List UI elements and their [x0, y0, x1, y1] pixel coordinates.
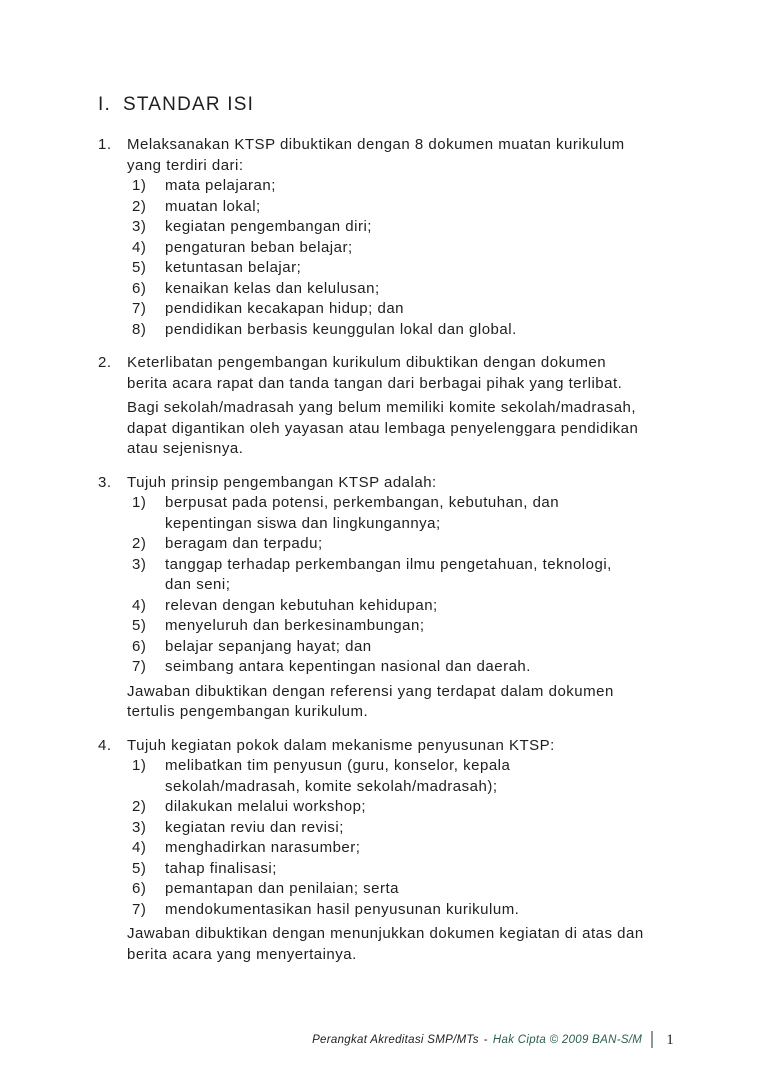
item-note: Bagi sekolah/madrasah yang belum memiliki komite sekolah/madrasah, dapat digantikan oleh yayasan atau lembaga penyelenggara pendidikan atau sejenisnya.	[127, 399, 639, 457]
item-lead-text: Keterlibatan pengembangan kurikulum dibuktikan dengan dokumen berita acara rapat dan tanda tangan dari berbagai pihak yang terlibat.	[127, 354, 623, 392]
items-container	[98, 135, 698, 965]
subitem-text: tahap finalisasi;	[165, 859, 277, 877]
subitem-number: 3)	[132, 218, 147, 235]
subitem-text: pemantapan dan penilaian; serta	[165, 880, 399, 897]
footer-separator-dash: -	[483, 1033, 488, 1046]
subitem-number: 5)	[132, 259, 147, 276]
subitem-row	[132, 797, 698, 818]
subitem-number: 8)	[132, 320, 147, 338]
subitem-row	[132, 859, 698, 880]
subitem-text: relevan dengan kebutuhan kehidupan;	[165, 596, 438, 614]
numbered-item	[98, 353, 698, 460]
subitem-number: 1)	[132, 494, 147, 511]
subitem-number: 1)	[132, 757, 147, 774]
subitem-row	[132, 279, 698, 300]
subitem-text: muatan lokal;	[165, 197, 261, 215]
subitem-text: berpusat pada potensi, perkembangan, kebutuhan, dan kepentingan siswa dan lingkungannya;	[165, 494, 560, 532]
subitem-text: mendokumentasikan hasil penyusunan kurikulum.	[165, 900, 520, 918]
item-lead-row	[98, 473, 698, 494]
subitem-row	[132, 818, 698, 839]
subitem-row	[132, 258, 698, 279]
numbered-item	[98, 473, 698, 723]
item-lead-text: Tujuh kegiatan pokok dalam mekanisme penyusunan KTSP:	[127, 736, 555, 754]
footer-document-title: Perangkat Akreditasi SMP/MTs	[312, 1033, 479, 1046]
subitem-text: beragam dan terpadu;	[165, 535, 323, 552]
item-lead-text: Melaksanakan KTSP dibuktikan dengan 8 dokumen muatan kurikulum yang terdiri dari:	[127, 136, 625, 174]
subitem-row	[132, 238, 698, 259]
numbered-item	[98, 135, 698, 340]
section-numeral: I.	[98, 94, 111, 115]
footer-copyright: Hak Cipta © 2009 BAN-S/M	[492, 1033, 643, 1046]
subitem-text: dilakukan melalui workshop;	[165, 798, 367, 815]
subitem-text: menghadirkan narasumber;	[165, 839, 361, 856]
subitem-number: 4)	[132, 839, 147, 856]
subitem-row	[132, 197, 698, 218]
subitem-number: 3)	[132, 555, 147, 573]
subitem-row	[132, 176, 698, 197]
subitem-text: pendidikan berbasis keunggulan lokal dan global.	[165, 320, 517, 338]
subitem-row	[132, 534, 698, 555]
subitem-row	[132, 596, 698, 617]
subitem-text: seimbang antara kepentingan nasional dan daerah.	[165, 658, 531, 675]
subitem-row	[132, 616, 698, 637]
subitem-number: 2)	[132, 798, 147, 815]
subitem-number: 7)	[132, 300, 147, 317]
subitem-row	[132, 657, 698, 678]
subitem-text: mata pelajaran;	[165, 177, 276, 194]
subitem-text: menyeluruh dan berkesinambungan;	[165, 617, 425, 634]
item-note: Jawaban dibuktikan dengan referensi yang terdapat dalam dokumen tertulis pengembangan kurikulum.	[127, 682, 614, 720]
page-number: 1	[666, 1031, 674, 1048]
footer-divider-bar	[651, 1031, 653, 1048]
subitem-number: 6)	[132, 279, 147, 297]
subitem-number: 5)	[132, 617, 147, 634]
subitem-row	[132, 299, 698, 320]
section-heading	[98, 93, 698, 117]
item-lead-row	[98, 353, 698, 394]
subitem-number: 3)	[132, 818, 147, 836]
subitem-row	[132, 838, 698, 859]
subitem-text: tanggap terhadap perkembangan ilmu pengetahuan, teknologi, dan seni;	[165, 555, 612, 593]
subitem-number: 4)	[132, 238, 147, 256]
subitem-number: 2)	[132, 197, 147, 215]
subitem-number: 6)	[132, 637, 147, 655]
subitem-text: kegiatan pengembangan diri;	[165, 218, 372, 235]
subitem-row	[132, 900, 698, 921]
subitem-row	[132, 493, 698, 534]
item-number: 4.	[98, 736, 112, 754]
subitem-row	[132, 320, 698, 341]
document-content	[98, 93, 698, 965]
numbered-item	[98, 736, 698, 966]
section-title: STANDAR ISI	[123, 94, 255, 115]
subitem-number: 5)	[132, 859, 147, 877]
item-number: 3.	[98, 473, 112, 491]
subitem-row	[132, 879, 698, 900]
subitem-row	[132, 756, 698, 797]
subitem-text: kenaikan kelas dan kelulusan;	[165, 279, 380, 297]
subitem-text: melibatkan tim penyusun (guru, konselor, kepala sekolah/madrasah, komite sekolah/madrasah);	[165, 757, 511, 795]
subitem-number: 6)	[132, 880, 147, 897]
item-number: 1.	[98, 136, 112, 153]
subitem-row	[132, 555, 698, 596]
subitem-row	[132, 637, 698, 658]
subitem-number: 1)	[132, 177, 147, 194]
subitem-number: 4)	[132, 596, 147, 614]
subitem-text: pendidikan kecakapan hidup; dan	[165, 300, 405, 317]
item-note: Jawaban dibuktikan dengan menunjukkan dokumen kegiatan di atas dan berita acara yang menyertainya.	[127, 925, 644, 963]
subitem-number: 2)	[132, 535, 147, 552]
subitem-text: pengaturan beban belajar;	[165, 238, 353, 256]
item-lead-text: Tujuh prinsip pengembangan KTSP adalah:	[127, 473, 437, 491]
subitem-number: 7)	[132, 658, 147, 675]
subitem-text: belajar sepanjang hayat; dan	[165, 637, 372, 655]
subitem-row	[132, 217, 698, 238]
item-lead-row	[98, 736, 698, 757]
subitem-text: ketuntasan belajar;	[165, 259, 302, 276]
item-lead-row	[98, 135, 698, 176]
page-footer	[312, 1031, 674, 1048]
item-number: 2.	[98, 354, 112, 371]
subitem-text: kegiatan reviu dan revisi;	[165, 818, 344, 836]
subitem-number: 7)	[132, 900, 147, 918]
